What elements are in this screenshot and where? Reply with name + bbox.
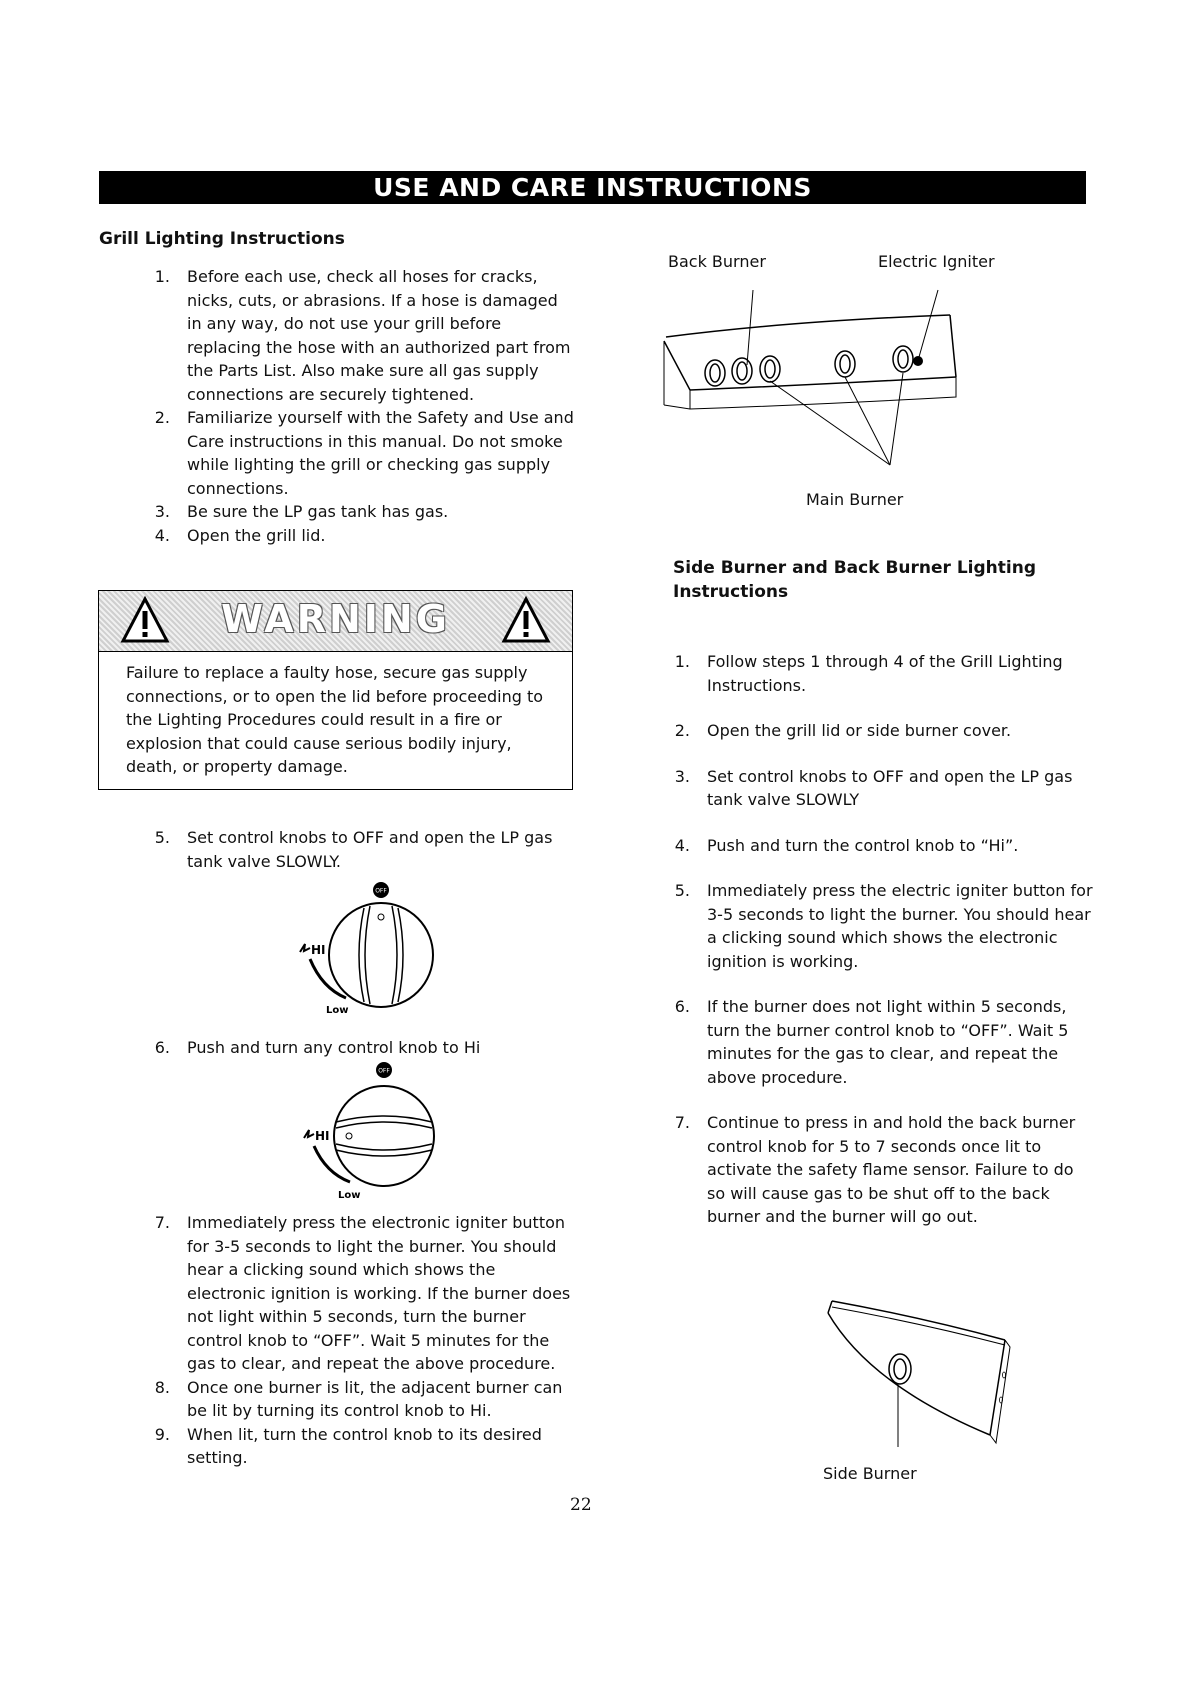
warning-title: WARNING (221, 597, 450, 641)
main-burner-label: Main Burner (806, 490, 904, 509)
warning-box (98, 590, 573, 790)
list-item: 6. If the burner does not light within 5 seconds, turn the burner control knob to “OFF”. Wait 5 minutes for the gas to clear, and repeat the above procedure. (674, 997, 1069, 1087)
side-burner-diagram (820, 1295, 1020, 1460)
list-item: 2. Familiarize yourself with the Safety and Use and Care instructions in this manual. Do not smoke while lighting the grill or checking gas supply connections. (154, 408, 574, 498)
list-item: 6. Push and turn any control knob to Hi (154, 1038, 481, 1057)
list-item: 7. Continue to press in and hold the back burner control knob for 5 to 7 seconds once lit to activate the safety flame sensor. Failure to do so will cause gas to be shut off to the back burner and the burner will go out. (674, 1113, 1076, 1226)
warning-text: Failure to replace a faulty hose, secure gas supply connections, or to open the lid before proceeding to the Lighting Procedures could result in a fire or explosion that could cause serious bodily injury, death, or property damage. (126, 663, 544, 776)
side-burner-label: Side Burner (823, 1464, 917, 1483)
steps-1-to-4 (150, 265, 575, 547)
knob-off-label: OFF (375, 887, 387, 895)
list-item: 5. Set control knobs to OFF and open the LP gas tank valve SLOWLY. (154, 828, 553, 871)
warning-triangle-icon (502, 597, 550, 643)
step-6 (150, 1036, 575, 1060)
electric-igniter-label: Electric Igniter (878, 252, 995, 271)
list-item: 8. Once one burner is lit, the adjacent burner can be lit by turning its control knob to Hi. (154, 1377, 563, 1420)
list-item: 1. Follow steps 1 through 4 of the Grill Lighting Instructions. (674, 652, 1063, 695)
warning-header (99, 591, 572, 652)
page-number: 22 (570, 1495, 592, 1515)
control-panel-diagram (660, 285, 970, 485)
knob-hi-label: HI (315, 1129, 330, 1143)
list-item: 4. Open the grill lid. (154, 525, 326, 545)
steps-7-to-9 (150, 1211, 575, 1470)
knob-low-label: Low (326, 1005, 349, 1016)
grill-lighting-heading: Grill Lighting Instructions (99, 229, 345, 249)
list-item: 3. Be sure the LP gas tank has gas. (154, 502, 449, 521)
control-knob-off-diagram (280, 880, 450, 1020)
list-item: 1. Before each use, check all hoses for cracks, nicks, cuts, or abrasions. If a hose is damaged in any way, do not use your grill before replacing the hose with an authorized part from the Parts List. Also make sure all gas supply connections are securely tightened. (154, 267, 571, 404)
list-item: 9. When lit, turn the control knob to its desired setting. (154, 1424, 542, 1467)
knob-hi-label: HI (311, 943, 326, 957)
control-knob-hi-diagram (280, 1058, 450, 1201)
section-banner: USE AND CARE INSTRUCTIONS (99, 171, 1086, 204)
list-item: 4. Push and turn the control knob to “Hi”. (674, 835, 1019, 855)
side-back-burner-heading: Side Burner and Back Burner Lighting Instructions (673, 558, 1036, 602)
step-5 (150, 826, 575, 873)
knob-off-label: OFF (378, 1067, 390, 1075)
back-burner-label: Back Burner (668, 252, 766, 271)
list-item: 3. Set control knobs to OFF and open the LP gas tank valve SLOWLY (674, 766, 1073, 809)
list-item: 5. Immediately press the electric igniter button for 3-5 seconds to light the burner. You should hear a clicking sound which shows the electronic ignition is working. (674, 881, 1093, 971)
knob-low-label: Low (338, 1190, 361, 1201)
list-item: 7. Immediately press the electronic igniter button for 3-5 seconds to light the burner. You should hear a clicking sound which shows the electronic ignition is working. If the burner does not light within 5 seconds, turn the burner control knob to “OFF”. Wait 5 minutes for the gas to clear, and repeat the above procedure. (154, 1213, 571, 1373)
side-burner-steps (670, 650, 1095, 1251)
list-item: 2. Open the grill lid or side burner cover. (674, 721, 1012, 740)
